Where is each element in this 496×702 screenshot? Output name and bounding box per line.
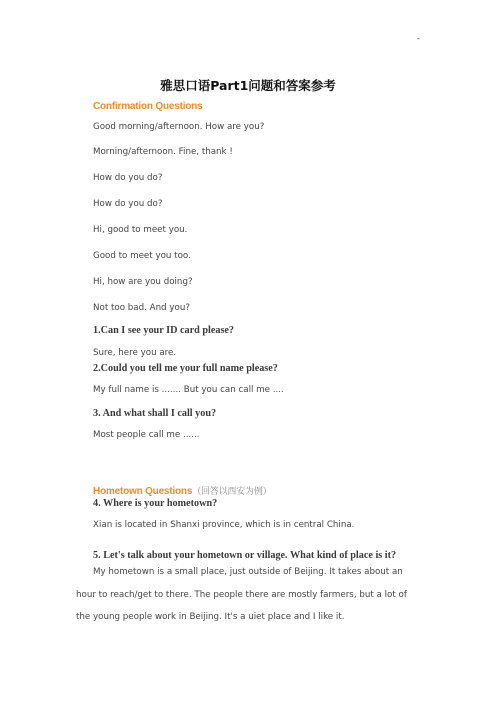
corner-mark: -	[417, 34, 420, 43]
dialogue-line: Not too bad. And you?	[93, 303, 190, 313]
answer-1: Sure, here you are.	[93, 348, 177, 358]
answer-4: Xian is located in Shanxi province, which is in central China.	[93, 520, 355, 530]
dialogue-line: Good to meet you too.	[93, 251, 191, 261]
dialogue-line: Hi, good to meet you.	[93, 225, 188, 235]
answer-3: Most people call me ......	[93, 430, 200, 440]
section-heading-confirmation: Confirmation Questions	[93, 101, 203, 112]
section-heading-hometown	[93, 484, 271, 497]
dialogue-line: How do you do?	[93, 199, 163, 209]
answer-2: My full name is ....... But you can call me ....	[93, 385, 284, 395]
dialogue-line: Good morning/afternoon. How are you?	[93, 122, 265, 132]
dialogue-line: Morning/afternoon. Fine, thank !	[93, 147, 233, 157]
question-1: 1.Can I see your ID card please?	[93, 325, 235, 336]
question-2: 2.Could you tell me your full name please?	[93, 363, 278, 374]
question-5: 5. Let's talk about your hometown or village. What kind of place is it?	[93, 550, 397, 561]
section-heading-hometown-label: Hometown Questions	[93, 486, 193, 497]
document-title: 雅思口语Part1问题和答案参考	[160, 78, 336, 93]
question-4: 4. Where is your hometown?	[93, 498, 218, 509]
section-heading-note: （回答以西安为例）	[192, 487, 272, 497]
answer-5: My hometown is a small place, just outside of Beijing. It takes about an hour to reach/get to there. The people there are mostly farmers, but a lot of the young people work in Beijing. It's a uiet place and I like it.	[76, 567, 407, 622]
dialogue-line: How do you do?	[93, 173, 163, 183]
dialogue-line: Hi, how are you doing?	[93, 277, 193, 287]
question-3: 3. And what shall I call you?	[93, 408, 217, 419]
